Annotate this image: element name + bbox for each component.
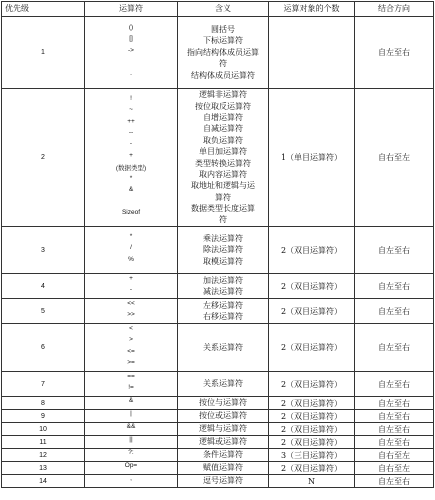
associativity-cell: 自左至右 (355, 17, 434, 89)
operator-symbol: | (130, 410, 132, 418)
operand-count-cell: 2（双目运算符） (269, 397, 355, 410)
operator-symbol: ?: (128, 449, 134, 457)
header-operand-count: 运算对象的个数 (269, 2, 355, 17)
operator-symbol: [] (129, 35, 133, 43)
meaning-cell (178, 423, 269, 436)
header-priority: 优先级 (2, 2, 85, 17)
table-row (2, 89, 434, 227)
meaning-cell (178, 436, 269, 449)
table-row (2, 436, 434, 449)
associativity-cell: 自左至右 (355, 299, 434, 324)
operator-symbol: && (126, 423, 136, 431)
table-row (2, 17, 434, 89)
priority-cell: 4 (2, 274, 85, 299)
operator-symbol: >> (127, 311, 135, 318)
operator-cell (85, 89, 178, 227)
meaning-cell (178, 274, 269, 299)
meaning-text: 右移运算符 (203, 312, 243, 321)
meaning-text: 取负运算符 (203, 135, 243, 145)
operand-count-cell: 2（双目运算符） (269, 274, 355, 299)
meaning-text: 按位或运算符 (199, 411, 247, 421)
operator-cell (85, 299, 178, 324)
table-row (2, 449, 434, 462)
operator-symbol: <= (127, 347, 135, 355)
meaning-cell (178, 397, 269, 410)
meaning-text: 条件运算符 (203, 450, 243, 460)
associativity-cell: 自左至右 (355, 397, 434, 410)
meaning-cell (178, 89, 269, 227)
header-row (2, 2, 434, 17)
table-row (2, 423, 434, 436)
meaning-cell (178, 17, 269, 89)
priority-cell: 1 (2, 17, 85, 89)
operator-cell (85, 397, 178, 410)
operator-symbol: ++ (127, 117, 135, 125)
meaning-text: 赋值运算符 (203, 463, 243, 473)
operator-symbol: << (127, 299, 135, 307)
meaning-text: 取模运算符 (203, 256, 243, 266)
priority-cell: 5 (2, 299, 85, 324)
priority-cell: 6 (2, 324, 85, 372)
table-row (2, 227, 434, 274)
operand-count-cell: 2（双目运算符） (269, 410, 355, 423)
table-row (2, 324, 434, 372)
associativity-cell: 自右至左 (355, 89, 434, 227)
operand-count-cell: 2（双目运算符） (269, 372, 355, 397)
operator-symbol: , (130, 475, 132, 483)
table-row (2, 397, 434, 410)
operator-symbol (85, 58, 177, 69)
operator-symbol (85, 197, 177, 208)
associativity-cell: 自左至右 (355, 475, 434, 488)
meaning-text: 减法运算符 (203, 287, 243, 296)
header-associativity: 结合方向 (355, 2, 434, 17)
operator-symbol: () (128, 24, 134, 32)
associativity-cell: 自左至右 (355, 410, 434, 423)
operand-count-cell (269, 17, 355, 89)
meaning-cell (178, 372, 269, 397)
operand-count-cell: 3（三目运算符） (269, 449, 355, 462)
associativity-cell: 自右至左 (355, 462, 434, 475)
priority-cell: 13 (2, 462, 85, 475)
operator-symbol: -> (128, 46, 134, 54)
operator-cell (85, 324, 178, 372)
operator-symbol: & (128, 185, 134, 193)
associativity-cell: 自左至右 (355, 324, 434, 372)
meaning-cell (178, 410, 269, 423)
priority-cell: 2 (2, 89, 85, 227)
meaning-text: 左移运算符 (203, 300, 243, 310)
meaning-text: 取内容运算符 (199, 169, 247, 179)
operand-count-cell: 2（双目运算符） (269, 227, 355, 274)
table-row (2, 299, 434, 324)
priority-cell: 3 (2, 227, 85, 274)
operator-symbol: -- (128, 129, 134, 137)
meaning-text: 关系运算符 (203, 379, 243, 389)
table-row (2, 410, 434, 423)
meaning-cell (178, 462, 269, 475)
meaning-text: 类型转换运算符 (195, 158, 251, 168)
operator-symbol: % (128, 255, 134, 263)
associativity-cell: 自左至右 (355, 227, 434, 274)
operand-count-cell: 2（双目运算符） (269, 423, 355, 436)
priority-cell: 14 (2, 475, 85, 488)
operator-symbol: (数据类型) (115, 165, 147, 173)
meaning-cell (178, 227, 269, 274)
meaning-text: 自减运算符 (203, 124, 243, 134)
header-meaning: 含义 (178, 2, 269, 17)
operator-symbol: & (128, 397, 134, 405)
associativity-cell: 自左至右 (355, 372, 434, 397)
operator-cell (85, 462, 178, 475)
meaning-text: 按位取反运算符 (195, 101, 251, 111)
operator-symbol: > (129, 336, 133, 344)
operator-cell (85, 372, 178, 397)
operator-symbol: . (130, 69, 132, 77)
operator-symbol: ! (130, 94, 132, 102)
meaning-text: 逗号运算符 (203, 476, 243, 486)
meaning-text: 关系运算符 (203, 342, 243, 352)
meaning-text: 逻辑非运算符 (199, 90, 247, 100)
meaning-text: 逻辑或运算符 (199, 437, 247, 447)
operator-symbol: == (127, 372, 135, 380)
meaning-text: 符 (219, 59, 227, 69)
operator-symbol: - (129, 140, 133, 148)
operand-count-cell: 1（单目运算符） (269, 89, 355, 227)
operator-symbol: || (129, 436, 133, 444)
operator-symbol: ~ (129, 106, 133, 114)
meaning-text: 圆括号 (211, 25, 235, 35)
operator-cell (85, 475, 178, 488)
operator-cell (85, 436, 178, 449)
operator-precedence-table (1, 1, 434, 488)
operator-cell (85, 17, 178, 89)
meaning-text: 符 (219, 215, 227, 225)
operator-cell (85, 227, 178, 274)
operator-symbol: / (130, 244, 132, 252)
operand-count-cell: 2（双目运算符） (269, 462, 355, 475)
operand-count-cell: 2（双目运算符） (269, 324, 355, 372)
meaning-text: 结构体成员运算符 (191, 70, 255, 80)
operator-symbol: >= (127, 358, 135, 366)
operator-cell (85, 449, 178, 462)
operator-cell (85, 410, 178, 423)
table-row (2, 475, 434, 488)
operand-count-cell: N (269, 475, 355, 488)
operator-symbol: - (129, 286, 133, 293)
associativity-cell: 自左至右 (355, 436, 434, 449)
operator-symbol: * (129, 232, 133, 240)
associativity-cell: 自左至右 (355, 274, 434, 299)
meaning-text: 逻辑与运算符 (199, 424, 247, 434)
meaning-cell (178, 475, 269, 488)
meaning-text: 指向结构体成员运算 (187, 47, 259, 57)
operator-symbol: + (129, 151, 133, 159)
operator-symbol: + (129, 274, 133, 282)
header-operator: 运算符 (85, 2, 178, 17)
meaning-text: 取地址和逻辑与运 (191, 181, 255, 191)
priority-cell: 11 (2, 436, 85, 449)
operator-symbol: * (129, 174, 133, 182)
meaning-text: 按位与运算符 (199, 398, 247, 408)
meaning-cell (178, 299, 269, 324)
meaning-text: 单目加运算符 (199, 147, 247, 157)
table-row (2, 372, 434, 397)
priority-cell: 7 (2, 372, 85, 397)
priority-cell: 12 (2, 449, 85, 462)
associativity-cell: 自左至右 (355, 423, 434, 436)
meaning-cell (178, 449, 269, 462)
meaning-text: 加法运算符 (203, 275, 243, 285)
operator-cell (85, 423, 178, 436)
meaning-text: 数据类型长度运算 (191, 204, 255, 214)
operand-count-cell: 2（双目运算符） (269, 436, 355, 449)
meaning-cell (178, 324, 269, 372)
priority-cell: 9 (2, 410, 85, 423)
meaning-text: 乘法运算符 (203, 233, 243, 243)
meaning-text: 除法运算符 (203, 245, 243, 255)
priority-cell: 10 (2, 423, 85, 436)
associativity-cell: 自右至左 (355, 449, 434, 462)
operator-cell (85, 274, 178, 299)
meaning-text: 下标运算符 (203, 36, 243, 46)
meaning-text: 自增运算符 (203, 112, 243, 122)
operator-symbol: Op= (124, 462, 138, 470)
meaning-text: 算符 (215, 192, 231, 202)
operator-symbol: < (129, 324, 133, 332)
operator-symbol: != (128, 384, 134, 391)
table-row (2, 274, 434, 299)
operand-count-cell: 2（双目运算符） (269, 299, 355, 324)
table-body (2, 17, 434, 488)
table-row (2, 462, 434, 475)
priority-cell: 8 (2, 397, 85, 410)
operator-symbol: Sizeof (121, 208, 141, 216)
